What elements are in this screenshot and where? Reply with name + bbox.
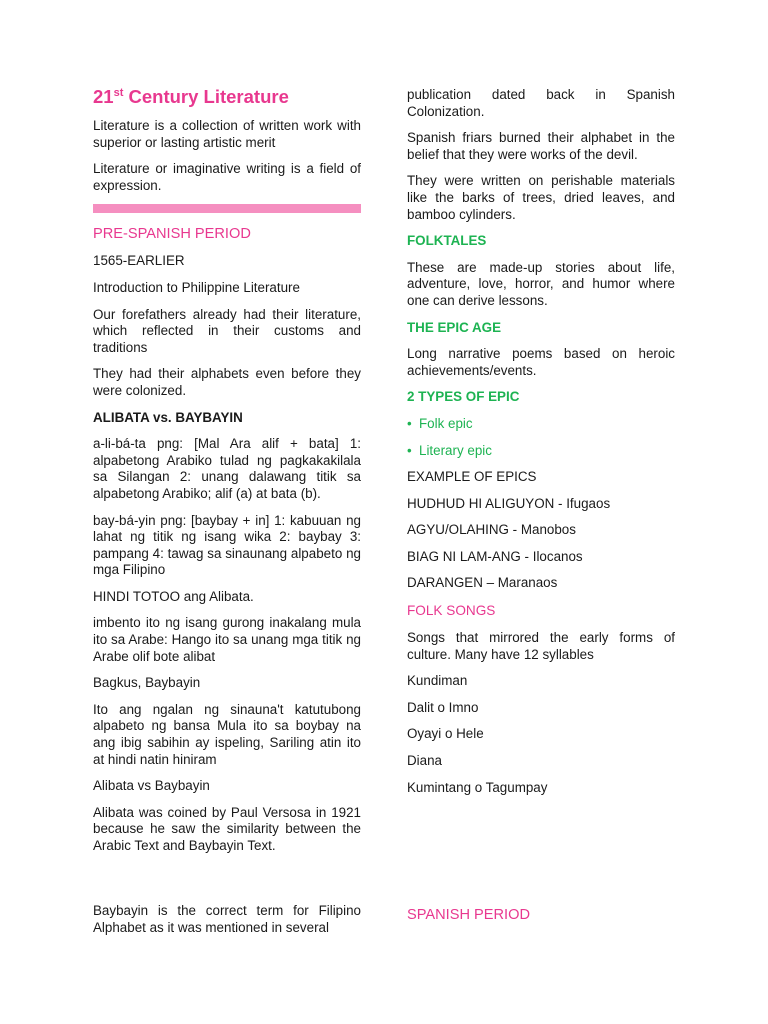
- section-divider: [93, 204, 361, 213]
- paragraph: Ito ang ngalan ng sinauna't katutubong alpabeto ng bansa Mula ito sa boybay na ang ibig sabihin ay ispeling, Sariling atin ito at hindi natin hiniram: [93, 701, 361, 767]
- paragraph: imbento ito ng isang gurong inakalang mula ito sa Arabe: Hango ito sa unang mga titik ng Arabe olif bote alibat: [93, 615, 361, 664]
- right-column: [407, 87, 675, 806]
- list-item: Oyayi o Hele: [407, 726, 484, 742]
- alibata-heading: ALIBATA vs. BAYBAYIN: [93, 409, 243, 425]
- paragraph: Alibata vs Baybayin: [93, 778, 210, 794]
- folktales-heading: FOLKTALES: [407, 233, 487, 249]
- list-item: AGYU/OLAHING - Manobos: [407, 522, 576, 538]
- paragraph: Songs that mirrored the early forms of culture. Many have 12 syllables: [407, 630, 675, 662]
- section-heading-spanish: SPANISH PERIOD: [407, 907, 530, 923]
- paragraph: bay-bá-yin png: [baybay + in] 1: kabuuan ng lahat ng titik ng isang wika 2: baybay 3: pampang 4: tawag sa sinaunang alpabeto ng mga Filipino: [93, 512, 361, 578]
- paragraph: Introduction to Philippine Literature: [93, 279, 300, 295]
- list-item: Dalit o Imno: [407, 699, 479, 715]
- paragraph: a-li-bá-ta png: [Mal Ara alif + bata] 1: alpabetong Arabiko tulad ng pagkakakilala sa Silangan 2: unang dalawang titik sa alpabetong Arabiko; alif (a) at bata (b).: [93, 436, 361, 501]
- paragraph: Alibata was coined by Paul Versosa in 1921 because he saw the similarity between the Arabic Text and Baybayin Text.: [93, 804, 361, 853]
- bullet-icon: •: [407, 415, 412, 431]
- paragraph: publication dated back in Spanish Colonization.: [407, 87, 675, 119]
- bullet-icon: •: [407, 442, 412, 458]
- list-item: Kumintang o Tagumpay: [407, 779, 548, 795]
- list-item: Kundiman: [407, 673, 468, 689]
- paragraph: Long narrative poems based on heroic achievements/events.: [407, 346, 675, 378]
- intro-paragraph: Literature is a collection of written work with superior or lasting artistic merit: [93, 118, 361, 150]
- examples-heading: EXAMPLE OF EPICS: [407, 469, 537, 485]
- paragraph: Bagkus, Baybayin: [93, 675, 201, 691]
- intro-paragraph: Literature or imaginative writing is a field of expression.: [93, 161, 361, 193]
- section-heading-pre-spanish: PRE-SPANISH PERIOD: [93, 226, 251, 243]
- list-item: HUDHUD HI ALIGUYON - Ifugaos: [407, 495, 611, 511]
- epic-age-heading: THE EPIC AGE: [407, 319, 501, 335]
- paragraph: These are made-up stories about life, adventure, love, horror, and humor where one can derive lessons.: [407, 259, 675, 308]
- paragraph: They had their alphabets even before they were colonized.: [93, 366, 361, 398]
- paragraph: Spanish friars burned their alphabet in the belief that they were works of the devil.: [407, 130, 675, 162]
- bottom-paragraph: Baybayin is the correct term for Filipino Alphabet as it was mentioned in several: [93, 903, 361, 935]
- list-item: DARANGEN – Maranaos: [407, 575, 558, 591]
- paragraph: Our forefathers already had their literature, which reflected in their customs and traditions: [93, 306, 361, 355]
- list-item: • Folk epic: [407, 415, 473, 431]
- paragraph: HINDI TOTOO ang Alibata.: [93, 588, 254, 604]
- list-item: • Literary epic: [407, 442, 492, 458]
- paragraph: 1565-EARLIER: [93, 253, 185, 269]
- types-of-epic-heading: 2 TYPES OF EPIC: [407, 389, 520, 405]
- left-column: [93, 86, 361, 865]
- page-title: 21st Century Literature: [93, 86, 289, 107]
- list-item: Diana: [407, 753, 442, 769]
- list-item: BIAG NI LAM-ANG - Ilocanos: [407, 548, 583, 564]
- epic-types-list: [407, 416, 675, 459]
- folk-songs-heading: FOLK SONGS: [407, 603, 496, 619]
- paragraph: They were written on perishable materials like the barks of trees, dried leaves, and bamboo cylinders.: [407, 173, 675, 222]
